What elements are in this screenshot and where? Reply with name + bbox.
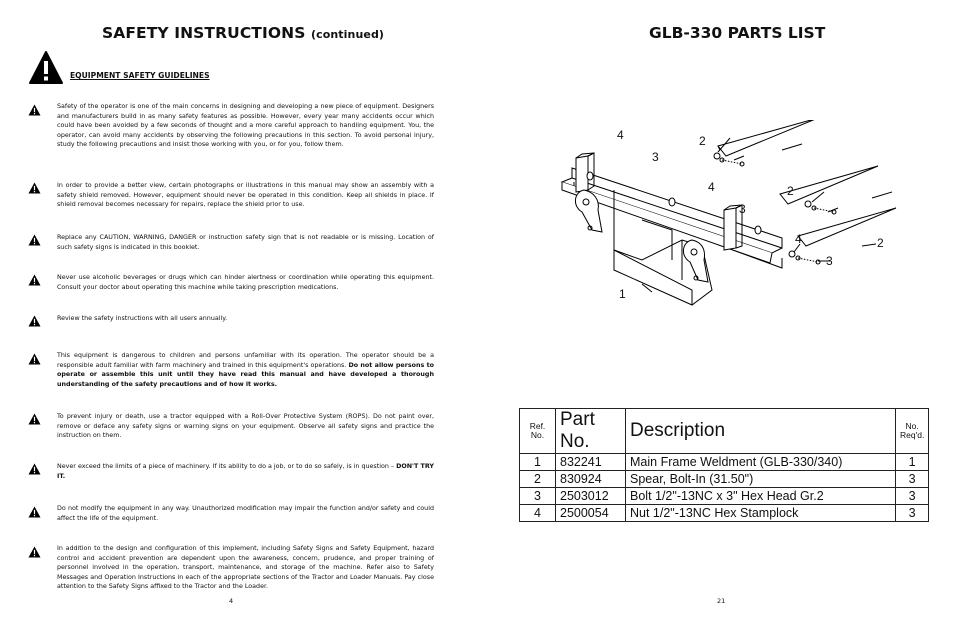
desc-cell: Main Frame Weldment (GLB-330/340)	[626, 454, 896, 471]
safety-paragraph: This equipment is dangerous to children and persons unfamiliar with its operation. The operator should be a responsible adult familiar with farm machinery and trained in this equipment's operations. Do not allow persons to operate or assemble this unit until they have read this manual and have developed a thorough understanding of the safety precautions and of how it works.	[57, 352, 434, 388]
part-cell: 2500054	[556, 505, 626, 522]
warning-icon	[28, 413, 41, 425]
callout-label: 2	[699, 134, 706, 148]
safety-paragraph: Review the safety instructions with all users annually.	[57, 315, 228, 322]
parts-table	[519, 408, 929, 522]
warning-icon	[28, 274, 41, 286]
qty-cell: 3	[896, 488, 929, 505]
parts-list-heading: GLB-330 PARTS LIST	[649, 24, 826, 42]
heading-text: SAFETY INSTRUCTIONS	[102, 24, 306, 42]
warning-icon	[28, 506, 41, 518]
table-header-row	[520, 409, 929, 454]
right-page	[477, 0, 954, 618]
page-number: 21	[717, 597, 726, 605]
callout-label: 2	[877, 236, 884, 250]
warning-icon	[28, 546, 41, 558]
warning-icon	[28, 104, 41, 116]
table-row	[520, 454, 929, 471]
table-row	[520, 505, 929, 522]
ref-cell: 4	[520, 505, 556, 522]
part-cell: 832241	[556, 454, 626, 471]
desc-cell: Spear, Bolt-In (31.50")	[626, 471, 896, 488]
callout-label: 4	[708, 180, 715, 194]
equipment-safety-subheading: EQUIPMENT SAFETY GUIDELINES	[70, 71, 210, 80]
safety-paragraph: Replace any CAUTION, WARNING, DANGER or instruction safety sign that is not readable or is missing. Location of such safety signs is indicated in this booklet.	[57, 234, 434, 251]
description-header: Description	[626, 409, 896, 454]
callout-label: 4	[617, 128, 624, 142]
desc-cell: Bolt 1/2"-13NC x 3" Hex Head Gr.2	[626, 488, 896, 505]
page-number: 4	[229, 597, 234, 605]
qty-cell: 1	[896, 454, 929, 471]
safety-heading	[102, 24, 384, 42]
part-no-header: Part No.	[556, 409, 626, 454]
safety-paragraph: Safety of the operator is one of the main concerns in designing and developing a new piece of equipment. Designers and manufacturers build in as many safety features as possible. However, every year many accidents occur which could have been avoided by a few seconds of thought and a more careful approach to handling equipment. You, the operator, can avoid many accidents by observing the following precautions in this section. To avoid personal injury, study the following precautions and insist those working with you, or for you, follow them.	[57, 103, 434, 149]
part-cell: 2503012	[556, 488, 626, 505]
warning-icon	[28, 182, 41, 194]
table-row	[520, 471, 929, 488]
safety-paragraph: In addition to the design and configuration of this implement, including Safety Signs and Safety Equipment, hazard control and accident prevention are dependent upon the awareness, concern, prudence, and proper training of personnel involved in the operation, transport, maintenance, and storage of the machine. Refer also to Safety Messages and Operation Instructions in each of the appropriate sections of the Tractor and Loader Manuals. Pay close attention to the Safety Signs affixed to the Tractor and the Loader.	[57, 545, 434, 591]
heading-suffix: (continued)	[310, 28, 385, 41]
callout-label: 1	[619, 287, 626, 301]
safety-paragraph: Do not modify the equipment in any way. Unauthorized modification may impair the function and/or safety and could affect the life of the equipment.	[57, 505, 434, 522]
warning-icon	[28, 353, 41, 365]
callout-label: 4	[795, 232, 802, 246]
ref-no-header: Ref. No.	[520, 409, 556, 454]
callout-label: 2	[787, 184, 794, 198]
qty-cell: 3	[896, 505, 929, 522]
warning-icon	[28, 234, 41, 246]
safety-paragraph: In order to provide a better view, certain photographs or illustrations in this manual may show an assembly with a safety shield removed. However, equipment should never be operated in this condition. Keep all shields in place. If shield removal becomes necessary for repairs, replace the shield prior to use.	[57, 182, 434, 209]
callout-label: 3	[739, 202, 746, 216]
warning-icon	[28, 315, 41, 327]
ref-cell: 2	[520, 471, 556, 488]
part-cell: 830924	[556, 471, 626, 488]
safety-paragraph: Never use alcoholic beverages or drugs which can hinder alertness or coordination while operating this equipment. Consult your doctor about operating this machine while taking prescription medications.	[57, 274, 434, 291]
ref-cell: 3	[520, 488, 556, 505]
table-row	[520, 488, 929, 505]
warning-icon	[28, 463, 41, 475]
safety-paragraph: To prevent injury or death, use a tractor equipped with a Roll-Over Protective System (ROPS). Do not paint over, remove or deface any safety signs or warning signs on your equipment. Observe all safety signs and practice the instruction on them.	[57, 413, 434, 440]
qty-cell: 3	[896, 471, 929, 488]
desc-cell: Nut 1/2"-13NC Hex Stamplock	[626, 505, 896, 522]
qty-header: No. Req'd.	[896, 409, 929, 454]
safety-paragraph: Never exceed the limits of a piece of machinery. If its ability to do a job, or to do so safely, is in question – DON'T TRY IT.	[57, 463, 434, 480]
callout-label: 3	[826, 254, 833, 268]
ref-cell: 1	[520, 454, 556, 471]
callout-label: 3	[652, 150, 659, 164]
bale-spear-frame-diagram	[542, 120, 902, 350]
warning-triangle-icon	[28, 50, 64, 86]
